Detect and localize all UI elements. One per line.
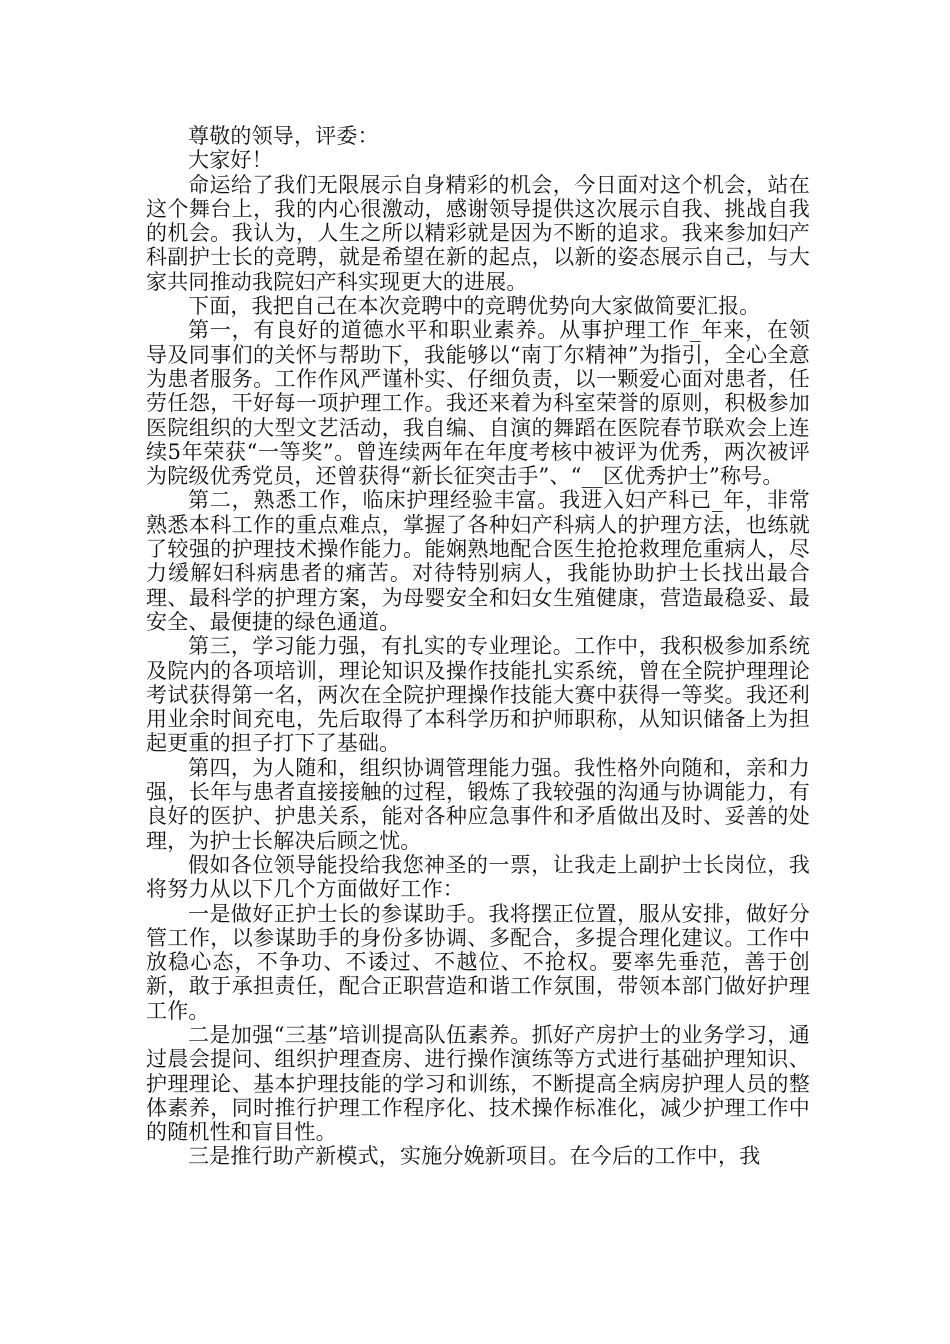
document-page: [146, 124, 810, 1169]
greeting-line: 大家好！: [188, 148, 273, 173]
paragraph-second-advantage: 第二，熟悉工作，临床护理经验丰富。我进入妇产科已_年，非常熟悉本科工作的重点难点，掌握了各种妇产科病人的护理方法，也练就了较强的护理技术操作能力。能娴熟地配合医生抢抢救理危重病人，尽力缓解妇科病患者的痛苦。对待特别病人，我能协助护士长找出最合理、最科学的护理方案，为母婴安全和妇女生殖健康，营造最稳妥、最安全、最便捷的绿色通道。: [146, 488, 810, 634]
paragraph-third-advantage: 第三，学习能力强，有扎实的专业理论。工作中，我积极参加系统及院内的各项培训，理论知识及操作技能扎实系统，曾在全院护理理论考试获得第一名，两次在全院护理操作技能大赛中获得一等奖。我还利用业余时间充电，先后取得了本科学历和护师职称，从知识储备上为担起更重的担子打下了基础。: [146, 634, 810, 756]
paragraph-plan-three: 三是推行助产新模式，实施分娩新项目。在今后的工作中，我: [188, 1144, 761, 1169]
paragraph-plan-lead: 假如各位领导能投给我您神圣的一票，让我走上副护士长岗位，我将努力从以下几个方面做好工作：: [146, 852, 810, 902]
paragraph-intro: 命运给了我们无限展示自身精彩的机会，今日面对这个机会，站在这个舞台上，我的内心很激动，感谢领导提供这次展示自我、挑战自我的机会。我认为，人生之所以精彩就是因为不断的追求。我来参加妇产科副护士长的竞聘，就是希望在新的起点，以新的姿态展示自己，与大家共同推动我院妇产科实现更大的进展。: [146, 172, 810, 294]
salutation-line: 尊敬的领导，评委：: [188, 124, 379, 148]
paragraph-fourth-advantage: 第四，为人随和，组织协调管理能力强。我性格外向随和，亲和力强，长年与患者直接接触的过程，锻炼了我较强的沟通与协调能力，有良好的医护、护患关系，能对各种应急事件和矛盾做出及时、妥善的处理，为护士长解决后顾之忧。: [146, 755, 810, 853]
paragraph-plan-one: 一是做好正护士长的参谋助手。我将摆正位置，服从安排，做好分管工作，以参谋助手的身份多协调、多配合，多提合理化建议。工作中放稳心态，不争功、不诿过、不越位、不抢权。要率先垂范，善于创新，敢于承担责任，配合正职营造和谐工作氛围，带领本部门做好护理工作。: [146, 901, 810, 1023]
paragraph-summary-lead: 下面，我把自己在本次竞聘中的竞聘优势向大家做简要汇报。: [188, 294, 761, 319]
paragraph-first-advantage: 第一，有良好的道德水平和职业素养。从事护理工作_年来，在领导及同事们的关怀与帮助下，我能够以“南丁尔精神”为指引，全心全意为患者服务。工作作风严谨朴实、仔细负责，以一颗爱心面对患者，任劳任怨，干好每一项护理工作。我还来着为科室荣誉的原则，积极参加医院组织的大型文艺活动，我自编、自演的舞蹈在医院春节联欢会上连续5年荣获“一等奖”。曾连续两年在年度考核中被评为优秀，两次被评为院级优秀党员，还曾获得“新长征突击手”、“__区优秀护士”称号。: [146, 318, 810, 489]
paragraph-plan-two: 二是加强“三基”培训提高队伍素养。抓好产房护士的业务学习，通过晨会提问、组织护理查房、进行操作演练等方式进行基础护理知识、护理理论、基本护理技能的学习和训练，不断提高全病房护理人员的整体素养，同时推行护理工作程序化、技术操作标准化，减少护理工作中的随机性和盲目性。: [146, 1022, 810, 1145]
